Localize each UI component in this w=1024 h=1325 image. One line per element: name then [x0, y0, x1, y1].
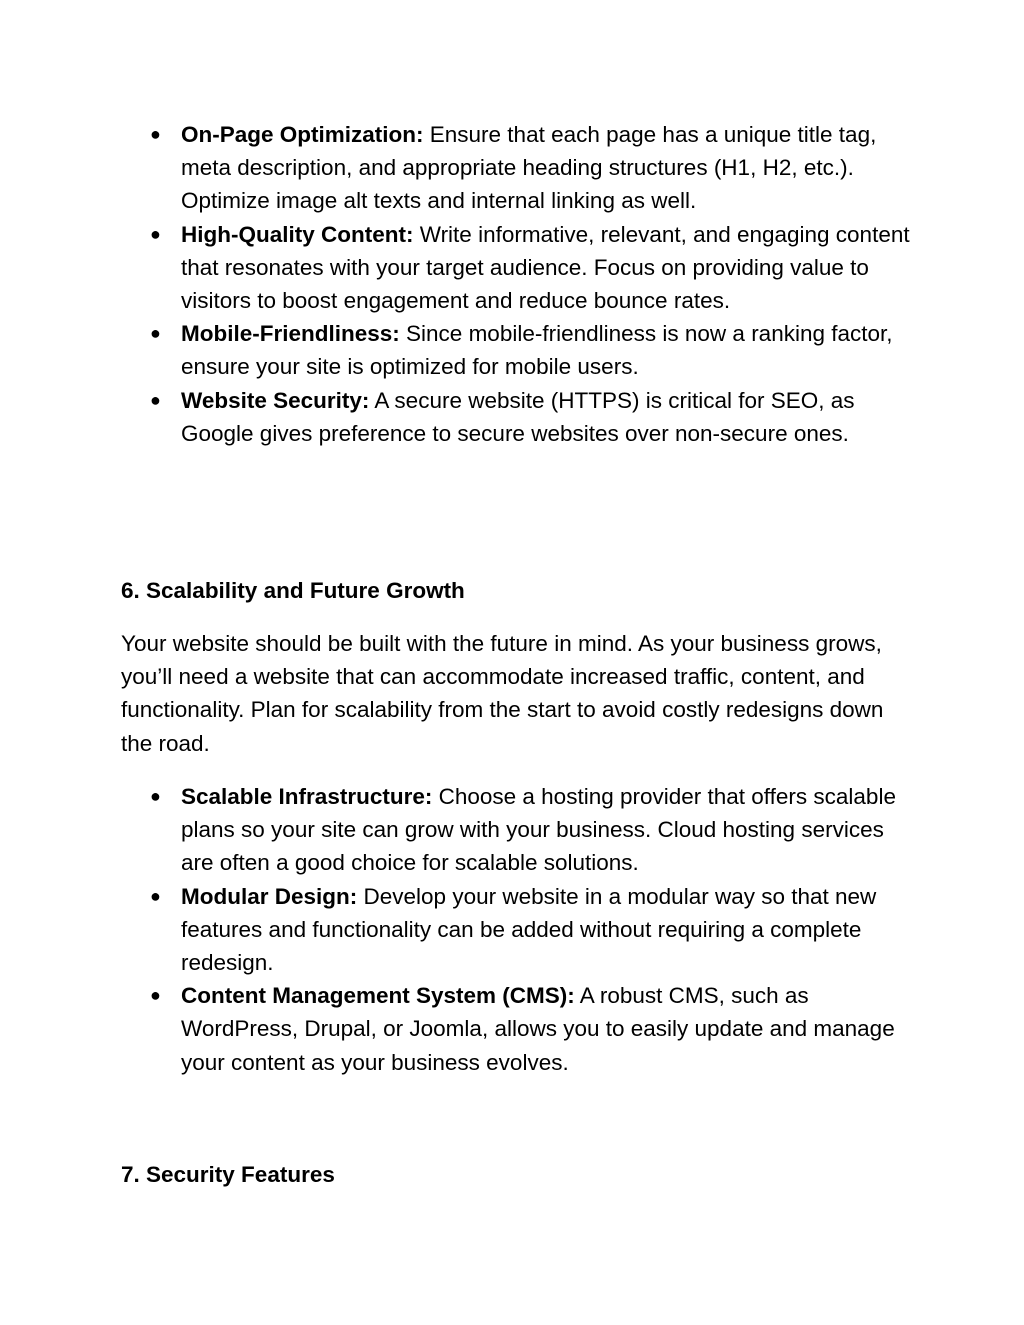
scalability-bullet-list: [150, 780, 921, 1079]
list-item-text: A secure website (HTTPS) is critical for SEO, as Google gives preference to secure websites over non-secure ones.: [181, 387, 855, 446]
list-item-term: Content Management System (CMS):: [181, 983, 575, 1009]
list-item: [150, 780, 921, 880]
section-paragraph: Your website should be built with the future in mind. As your business grows, you’ll need a website that can accommodate increased traffic, content, and functionality. Plan for scalability from the start to avoid costly redesigns down the road.: [121, 631, 884, 756]
section-heading: 6. Scalability and Future Growth: [121, 578, 465, 603]
list-item-text: Develop your website in a modular way so that new features and functionality can be added without requiring a complete redesign.: [181, 883, 877, 976]
bullet-icon: ●: [150, 323, 161, 344]
list-item-text: A robust CMS, such as WordPress, Drupal, or Joomla, allows you to easily update and manage your content as your business evolves.: [181, 983, 895, 1075]
list-item-term: Scalable Infrastructure:: [181, 784, 433, 809]
list-item-text: Ensure that each page has a unique title tag, meta description, and appropriate heading structures (H1, H2, etc.). Optimize image alt texts and internal linking as well.: [181, 122, 877, 214]
list-item-term: Modular Design:: [181, 883, 358, 909]
bullet-icon: ●: [150, 985, 161, 1006]
list-item: [150, 317, 921, 383]
list-item: [150, 880, 921, 980]
seo-bullet-list: [150, 118, 921, 450]
list-item-text: Choose a hosting provider that offers scalable plans so your site can grow with your business. Cloud hosting services are often a good choice for scalable solutions.: [181, 784, 896, 876]
bullet-icon: ●: [150, 885, 161, 906]
list-item-term: On-Page Optimization:: [181, 122, 424, 147]
list-item: [150, 218, 921, 318]
bullet-icon: ●: [150, 223, 161, 244]
list-item: [150, 118, 921, 218]
bullet-icon: ●: [150, 389, 161, 410]
bullet-icon: ●: [150, 786, 161, 806]
list-item-term: Mobile-Friendliness:: [181, 321, 400, 347]
list-item-text: Since mobile-friendliness is now a ranking factor, ensure your site is optimized for mobile users.: [181, 321, 893, 380]
list-item-text: Write informative, relevant, and engaging content that resonates with your target audience. Focus on providing value to visitors to boost engagement and reduce bounce rates.: [181, 221, 910, 314]
section-heading: 7. Security Features: [121, 1162, 335, 1187]
list-item-term: Website Security:: [181, 387, 370, 413]
list-item-term: High-Quality Content:: [181, 221, 414, 247]
bullet-icon: ●: [150, 124, 161, 144]
list-item: [150, 979, 921, 1079]
list-item: [150, 384, 921, 450]
